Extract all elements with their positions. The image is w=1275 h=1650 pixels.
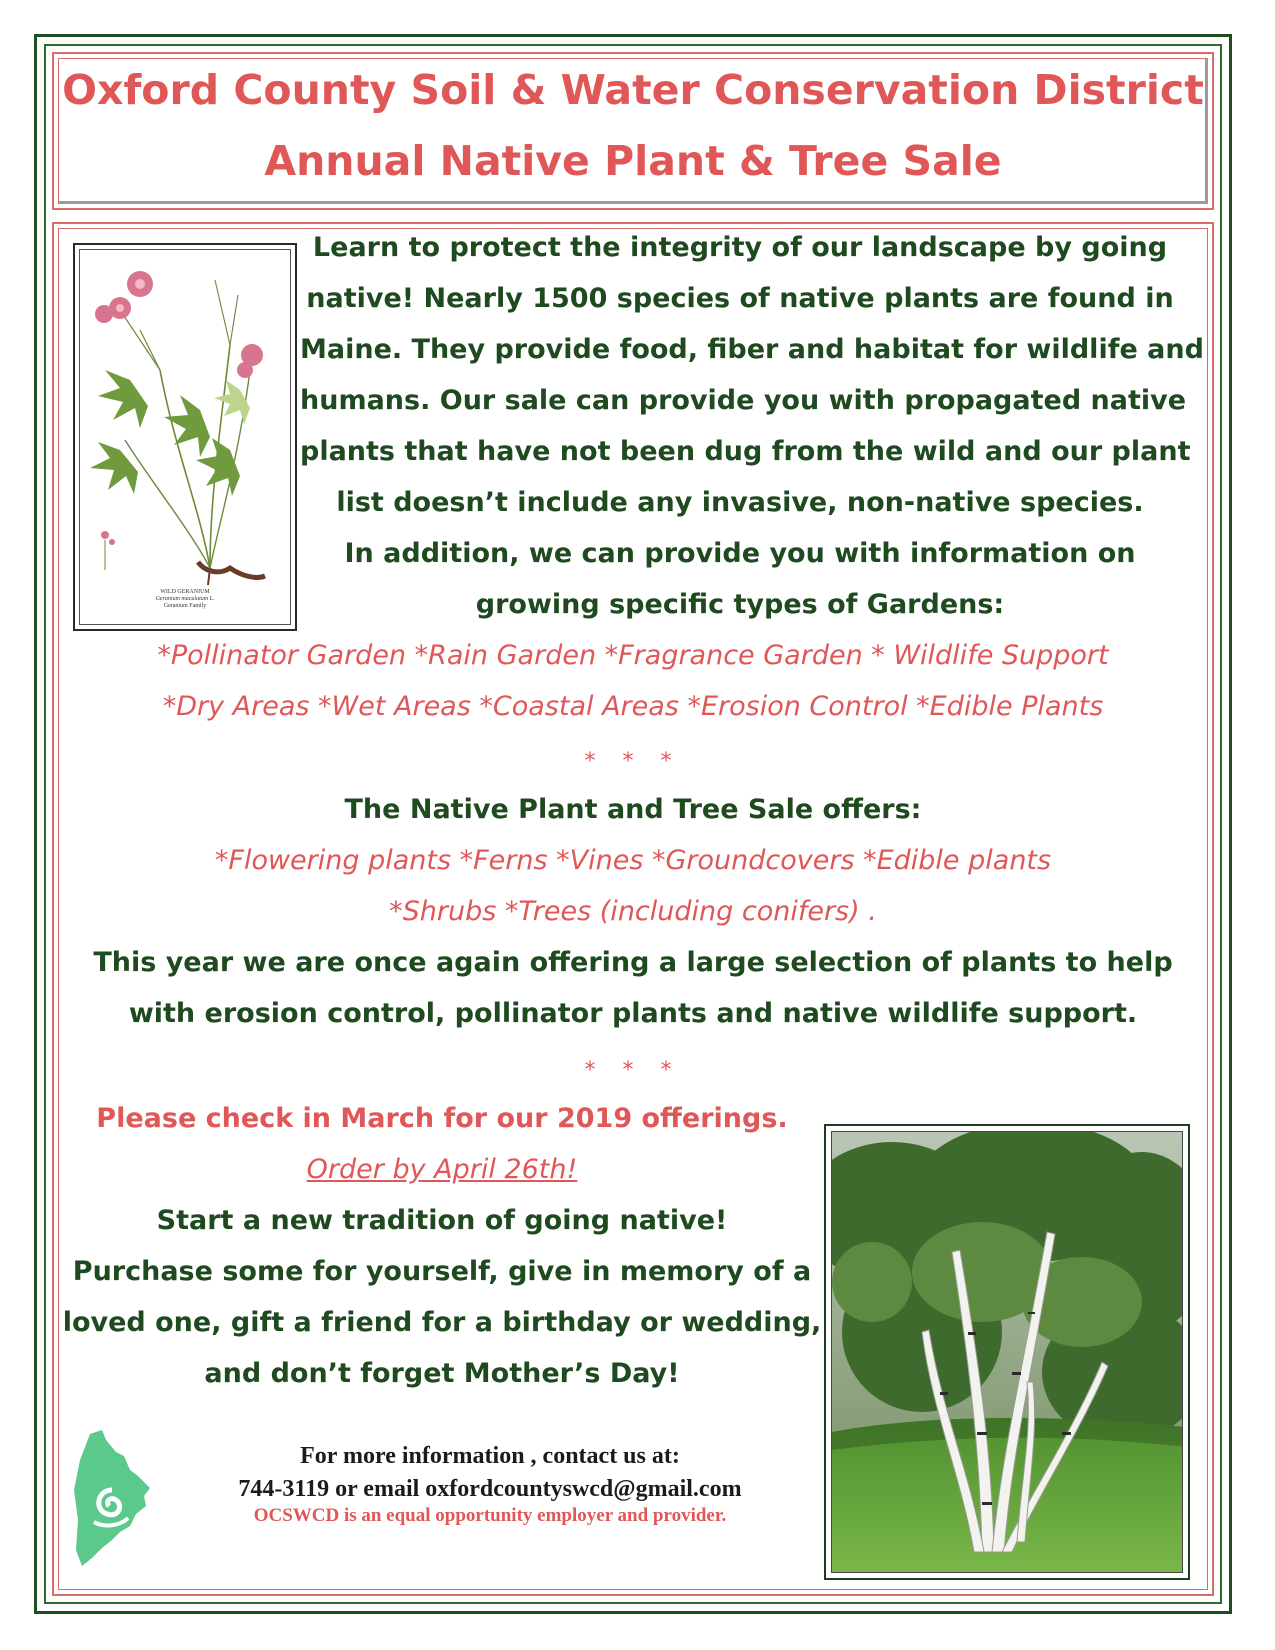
order-by-date: Order by April 26th! [306, 1154, 578, 1185]
offers-line-2: *Shrubs *Trees (including conifers) . [389, 896, 877, 927]
intro-line-1: Learn to protect the integrity of our landscape by going [312, 232, 1168, 263]
plate-caption-3: Geranium Family [163, 603, 207, 609]
tradition-line-1: Start a new tradition of going native! [156, 1205, 728, 1236]
check-march-line: Please check in March for our 2019 offerings. [96, 1103, 788, 1134]
intro-line-3: Maine. They provide food, fiber and habitat for wildlife and [300, 334, 1204, 365]
intro-line-6: list doesn’t include any invasive, non-native species. [336, 487, 1144, 518]
separator-stars-2: * * * [584, 1058, 682, 1083]
contact-line-1: For more information , contact us at: [300, 1443, 680, 1469]
plate-caption-2: Geranium maculatum L. [155, 596, 215, 602]
intro-line-2: native! Nearly 1500 species of native plants are found in [306, 283, 1174, 314]
birch-trees-photo [824, 1124, 1190, 1580]
offers-line-1: *Flowering plants *Ferns *Vines *Groundcovers *Edible plants [214, 845, 1052, 876]
offers-paragraph-line-1: This year we are once again offering a large selection of plants to help [93, 947, 1173, 978]
intro-line-8: growing specific types of Gardens: [475, 589, 1005, 620]
plate-caption-1: WILD GERANIUM [160, 589, 210, 595]
title-line-2: Annual Native Plant & Tree Sale [264, 137, 1002, 185]
offers-heading: The Native Plant and Tree Sale offers: [344, 794, 922, 825]
separator-stars-1: * * * [584, 749, 682, 774]
equal-opportunity-line: OCSWCD is an equal opportunity employer and provider. [253, 1505, 727, 1526]
tradition-line-3: loved one, gift a friend for a birthday or wedding, [62, 1307, 822, 1338]
intro-line-5: plants that have not been dug from the wild and our plant [300, 436, 1191, 467]
garden-types-line-2: *Dry Areas *Wet Areas *Coastal Areas *Erosion Control *Edible Plants [162, 691, 1104, 722]
wild-geranium-illustration [73, 243, 297, 631]
birch-tree-icon [832, 1132, 1183, 1573]
intro-line-4: humans. Our sale can provide you with propagated native [300, 385, 1187, 416]
tradition-line-2: Purchase some for yourself, give in memory of a [72, 1256, 812, 1287]
garden-types-line-1: *Pollinator Garden *Rain Garden *Fragrance Garden * Wildlife Support [157, 640, 1109, 671]
maine-logo-icon [72, 1430, 154, 1570]
contact-email-line[interactable]: 744-3119 or email oxfordcountyswcd@gmail.com [238, 1476, 742, 1502]
title-line-1: Oxford County Soil & Water Conservation District [62, 66, 1204, 114]
offers-paragraph-line-2: with erosion control, pollinator plants and native wildlife support. [128, 998, 1138, 1029]
tradition-line-4: and don’t forget Mother’s Day! [204, 1358, 680, 1389]
intro-line-7: In addition, we can provide you with information on [344, 538, 1136, 569]
geranium-drawing-icon [80, 250, 292, 626]
